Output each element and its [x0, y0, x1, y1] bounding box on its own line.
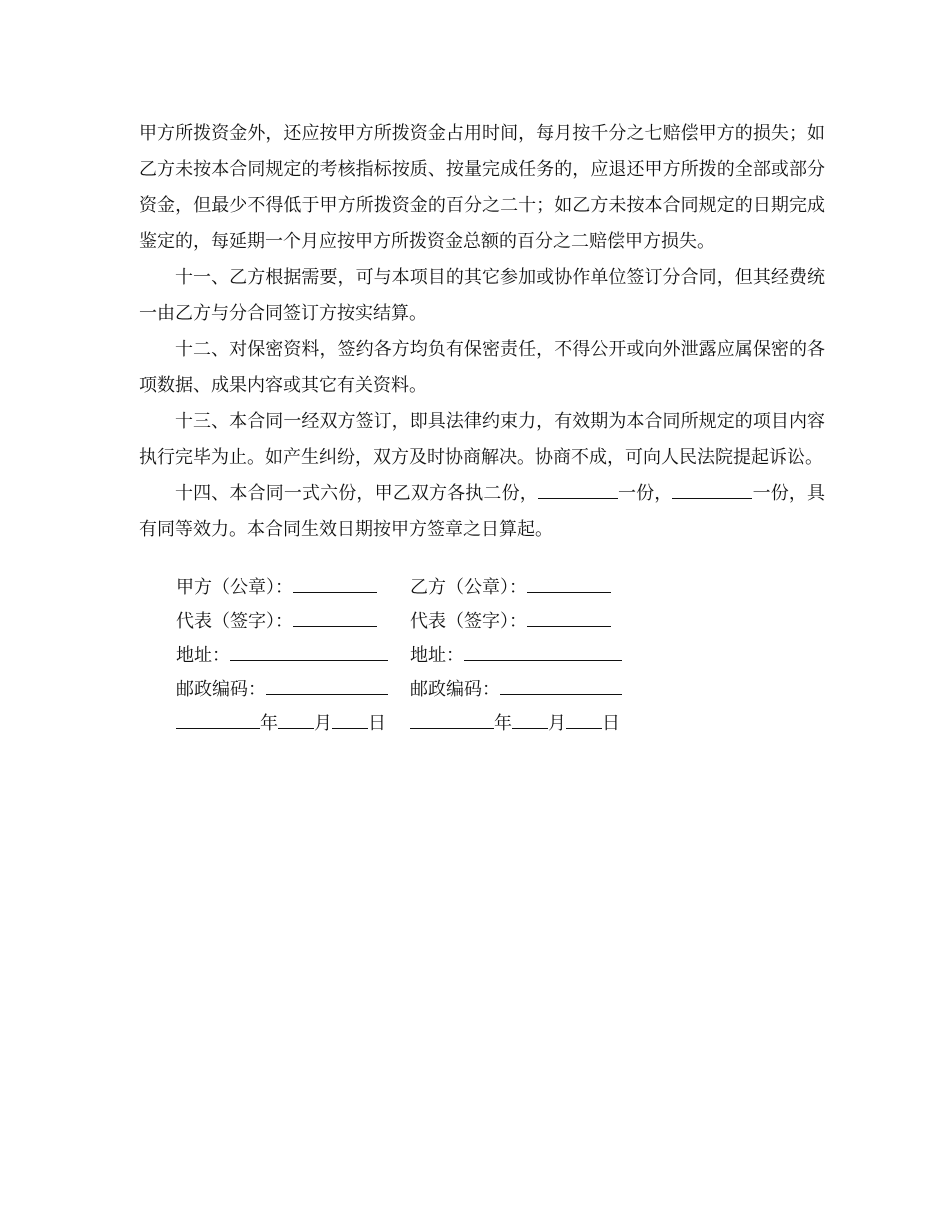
date-a-day-label: 日 [368, 713, 386, 734]
date-b-month-blank [512, 708, 548, 729]
date-a-month-blank [278, 708, 314, 729]
rep-b-label: 代表（签字）： [410, 611, 527, 632]
address-a-label: 地址： [176, 645, 230, 666]
postcode-a [176, 673, 388, 707]
postcode-b-blank [500, 674, 622, 695]
date-a-year-label: 年 [260, 713, 278, 734]
rep-b [410, 605, 611, 639]
clause-14-part3: 一份，具有同等效力。本合同生效日期按甲方签章之日算起。 [139, 483, 826, 540]
address-b-label: 地址： [410, 645, 464, 666]
address-a-blank [230, 640, 388, 661]
clause-14-part1: 十四、本合同一式六份，甲乙双方各执二份， [175, 483, 538, 504]
party-b-seal-blank [527, 572, 611, 593]
postcode-a-label: 邮政编码： [176, 679, 266, 700]
copy-holder-blank-2 [672, 480, 752, 499]
clause-14 [139, 476, 825, 548]
clause-11: 十一、乙方根据需要，可与本项目的其它参加或协作单位签订分合同，但其经费统一由乙方与分合同签订方按实结算。 [139, 267, 825, 324]
clause-12: 十二、对保密资料，签约各方均负有保密责任，不得公开或向外泄露应属保密的各项数据、成果内容或其它有关资料。 [139, 339, 825, 396]
party-b-seal [410, 571, 611, 605]
rep-a [176, 605, 377, 639]
date-b [410, 707, 620, 741]
date-a-month-label: 月 [314, 713, 332, 734]
postcode-b-label: 邮政编码： [410, 679, 500, 700]
address-b [410, 639, 622, 673]
party-a-seal-blank [293, 572, 377, 593]
date-b-day-label: 日 [602, 713, 620, 734]
date-a [176, 707, 386, 741]
address-a [176, 639, 388, 673]
date-b-year-label: 年 [494, 713, 512, 734]
copy-holder-blank-1 [538, 480, 618, 499]
clause-13: 十三、本合同一经双方签订，即具法律约束力，有效期为本合同所规定的项目内容执行完毕为止。如产生纠纷，双方及时协商解决。协商不成，可向人民法院提起诉讼。 [139, 411, 825, 468]
postcode-b [410, 673, 622, 707]
postcode-a-blank [266, 674, 388, 695]
party-a-seal [176, 571, 377, 605]
rep-b-blank [527, 606, 611, 627]
party-a-seal-label: 甲方（公章）： [176, 577, 293, 598]
date-b-day-blank [566, 708, 602, 729]
date-b-month-label: 月 [548, 713, 566, 734]
party-b-seal-label: 乙方（公章）： [410, 577, 527, 598]
date-a-year-blank [176, 708, 260, 729]
clause-14-part2: 一份， [617, 483, 673, 504]
address-b-blank [464, 640, 622, 661]
clause-10-continuation: 甲方所拨资金外，还应按甲方所拨资金占用时间，每月按千分之七赔偿甲方的损失；如乙方未按本合同规定的考核指标按质、按量完成任务的，应退还甲方所拨的全部或部分资金，但最少不得低于甲方所拨资金的百分之二十；如乙方未按本合同规定的日期完成鉴定的，每延期一个月应按甲方所拨资金总额的百分之二赔偿甲方损失。 [139, 123, 825, 252]
date-b-year-blank [410, 708, 494, 729]
rep-a-blank [293, 606, 377, 627]
date-a-day-blank [332, 708, 368, 729]
contract-body [139, 116, 825, 548]
rep-a-label: 代表（签字）： [176, 611, 293, 632]
